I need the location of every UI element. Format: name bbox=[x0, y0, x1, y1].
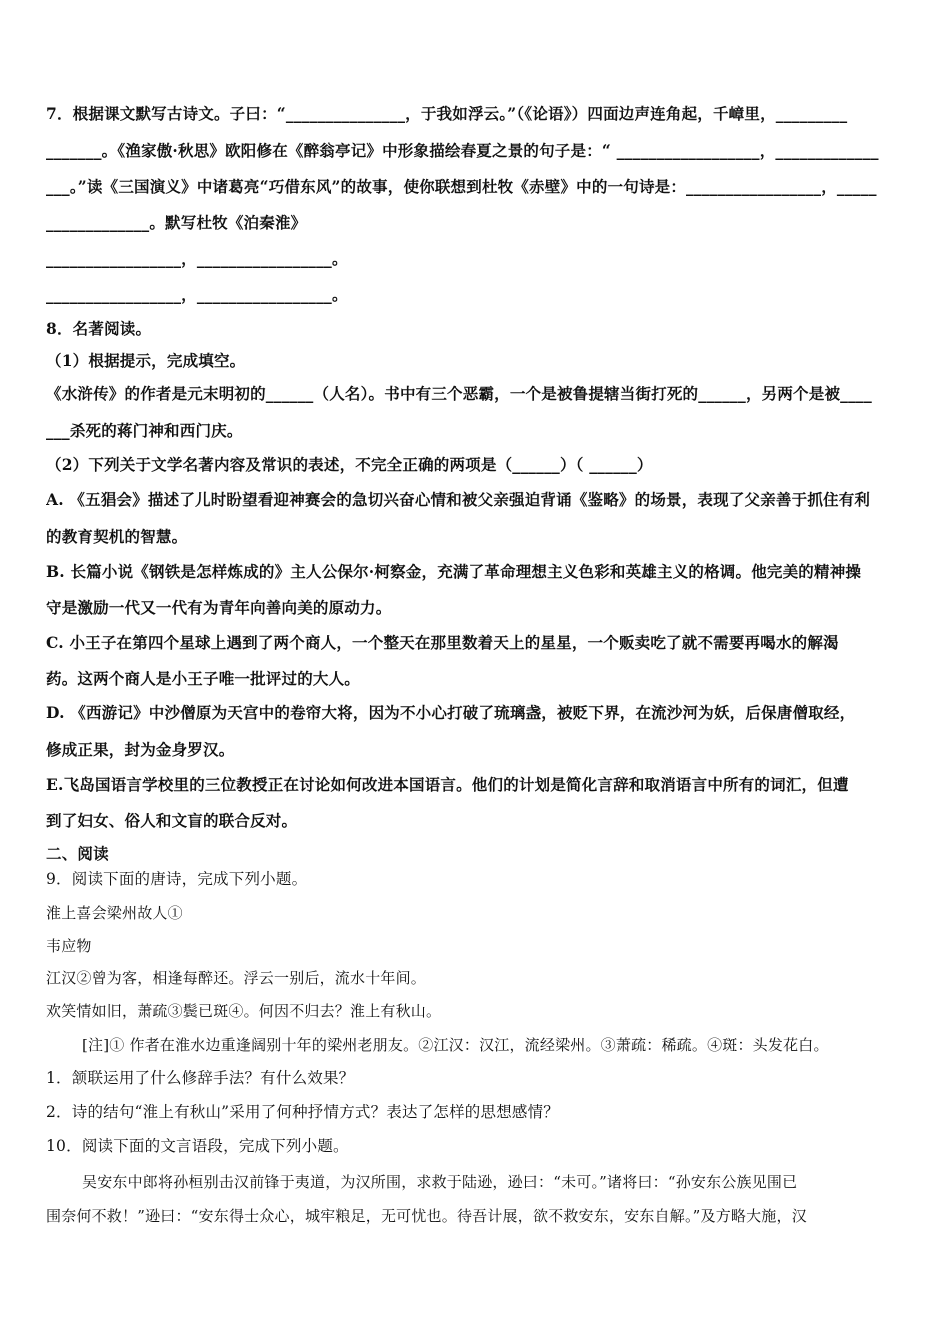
q8-option-d-line-2: 修成正果，封为金身罗汉。 bbox=[46, 740, 235, 759]
q8-option-a-line-1: A. 《五猖会》描述了儿时盼望看迎神赛会的急切兴奋心情和被父亲强迫背诵《鉴略》的场景，表现了父亲善于抓住有利 bbox=[46, 490, 871, 509]
q8-part2-prompt: （2）下列关于文学名著内容及常识的表述，不完全正确的两项是（______）（ ______） bbox=[46, 455, 653, 474]
q8-title: 8．名著阅读。 bbox=[46, 319, 152, 338]
q9-subquestion-1: 1．颔联运用了什么修辞手法？有什么效果？ bbox=[46, 1069, 355, 1087]
q10-passage-line-1: 吴安东中郎将孙桓别击汉前锋于夷道，为汉所围，求救于陆逊，逊曰：“未可。”诸将曰：“孙安东公族见围已 bbox=[82, 1173, 798, 1191]
q8-option-c-line-2: 药。这两个商人是小王子唯一批评过的大人。 bbox=[46, 669, 361, 688]
poem-author: 韦应物 bbox=[46, 937, 92, 955]
section-heading-reading: 二、阅读 bbox=[46, 844, 109, 863]
q8-part1-line-a: 《水浒传》的作者是元末明初的______（人名）。书中有三个恶霸，一个是被鲁提辖当街打死的______，另两个是被____ bbox=[46, 384, 872, 403]
q7-line-5: _________________，_________________。 bbox=[46, 249, 348, 268]
q8-option-d-line-1: D. 《西游记》中沙僧原为天宫中的卷帘大将，因为不小心打破了琉璃盏，被贬下界，在流沙河为妖，后保唐僧取经， bbox=[46, 703, 856, 722]
q8-part1-line-b: ___杀死的蒋门神和西门庆。 bbox=[46, 421, 243, 440]
q10-passage-line-2: 围奈何不救！”逊曰：“安东得士众心，城牢粮足，无可忧也。待吾计展，欲不救安东，安东自解。”及方略大施，汉 bbox=[46, 1207, 807, 1225]
q8-option-b-line-1: B. 长篇小说《钢铁是怎样炼成的》主人公保尔·柯察金，充满了革命理想主义色彩和英雄主义的格调。他完美的精神操 bbox=[46, 562, 862, 581]
q7-line-2: _______。《渔家傲·秋思》欧阳修在《醉翁亭记》中形象描绘春夏之景的句子是：“ __________________，_____________ bbox=[46, 141, 879, 160]
q8-option-b-line-2: 守是激励一代又一代有为青年向善向美的原动力。 bbox=[46, 598, 392, 617]
q8-option-a-line-2: 的教育契机的智慧。 bbox=[46, 527, 188, 546]
q10-prompt: 10．阅读下面的文言语段，完成下列小题。 bbox=[46, 1137, 349, 1155]
q9-subquestion-2: 2．诗的结句“淮上有秋山”采用了何种抒情方式？表达了怎样的思想感情？ bbox=[46, 1103, 560, 1121]
q8-option-c-line-1: C. 小王子在第四个星球上遇到了两个商人，一个整天在那里数着天上的星星，一个贩卖吃了就不需要再喝水的解渴 bbox=[46, 633, 839, 652]
poem-line-1: 江汉②曾为客，相逢每醉还。浮云一别后，流水十年间。 bbox=[46, 969, 427, 987]
poem-title: 淮上喜会梁州故人① bbox=[46, 904, 183, 922]
q7-line-3: ___。”读《三国演义》中诸葛亮“巧借东风”的故事，使你联想到杜牧《赤壁》中的一句诗是：_________________，_____ bbox=[46, 177, 877, 196]
q8-part1-prompt: （1）根据提示，完成填空。 bbox=[46, 351, 246, 370]
poem-line-2: 欢笑情如旧，萧疏③鬓已斑④。何因不归去？淮上有秋山。 bbox=[46, 1002, 442, 1020]
poem-note: [注]① 作者在淮水边重逢阔别十年的梁州老朋友。②江汉：汉江，流经梁州。③萧疏：稀疏。④斑：头发花白。 bbox=[82, 1036, 829, 1054]
q9-prompt: 9．阅读下面的唐诗，完成下列小题。 bbox=[46, 870, 308, 888]
q7-line-6: _________________，_________________。 bbox=[46, 285, 348, 304]
q7-line-4: _____________。默写杜牧《泊秦淮》 bbox=[46, 213, 307, 232]
q7-line-1: 7．根据课文默写古诗文。子曰：“_______________，于我如浮云。”（《论语》）四面边声连角起，千嶂里，_________ bbox=[46, 104, 848, 123]
q8-option-e-line-1: E.飞岛国语言学校里的三位教授正在讨论如何改进本国语言。他们的计划是简化言辞和取消语言中所有的词汇，但遭 bbox=[46, 775, 849, 794]
q8-option-e-line-2: 到了妇女、俗人和文盲的联合反对。 bbox=[46, 811, 298, 830]
